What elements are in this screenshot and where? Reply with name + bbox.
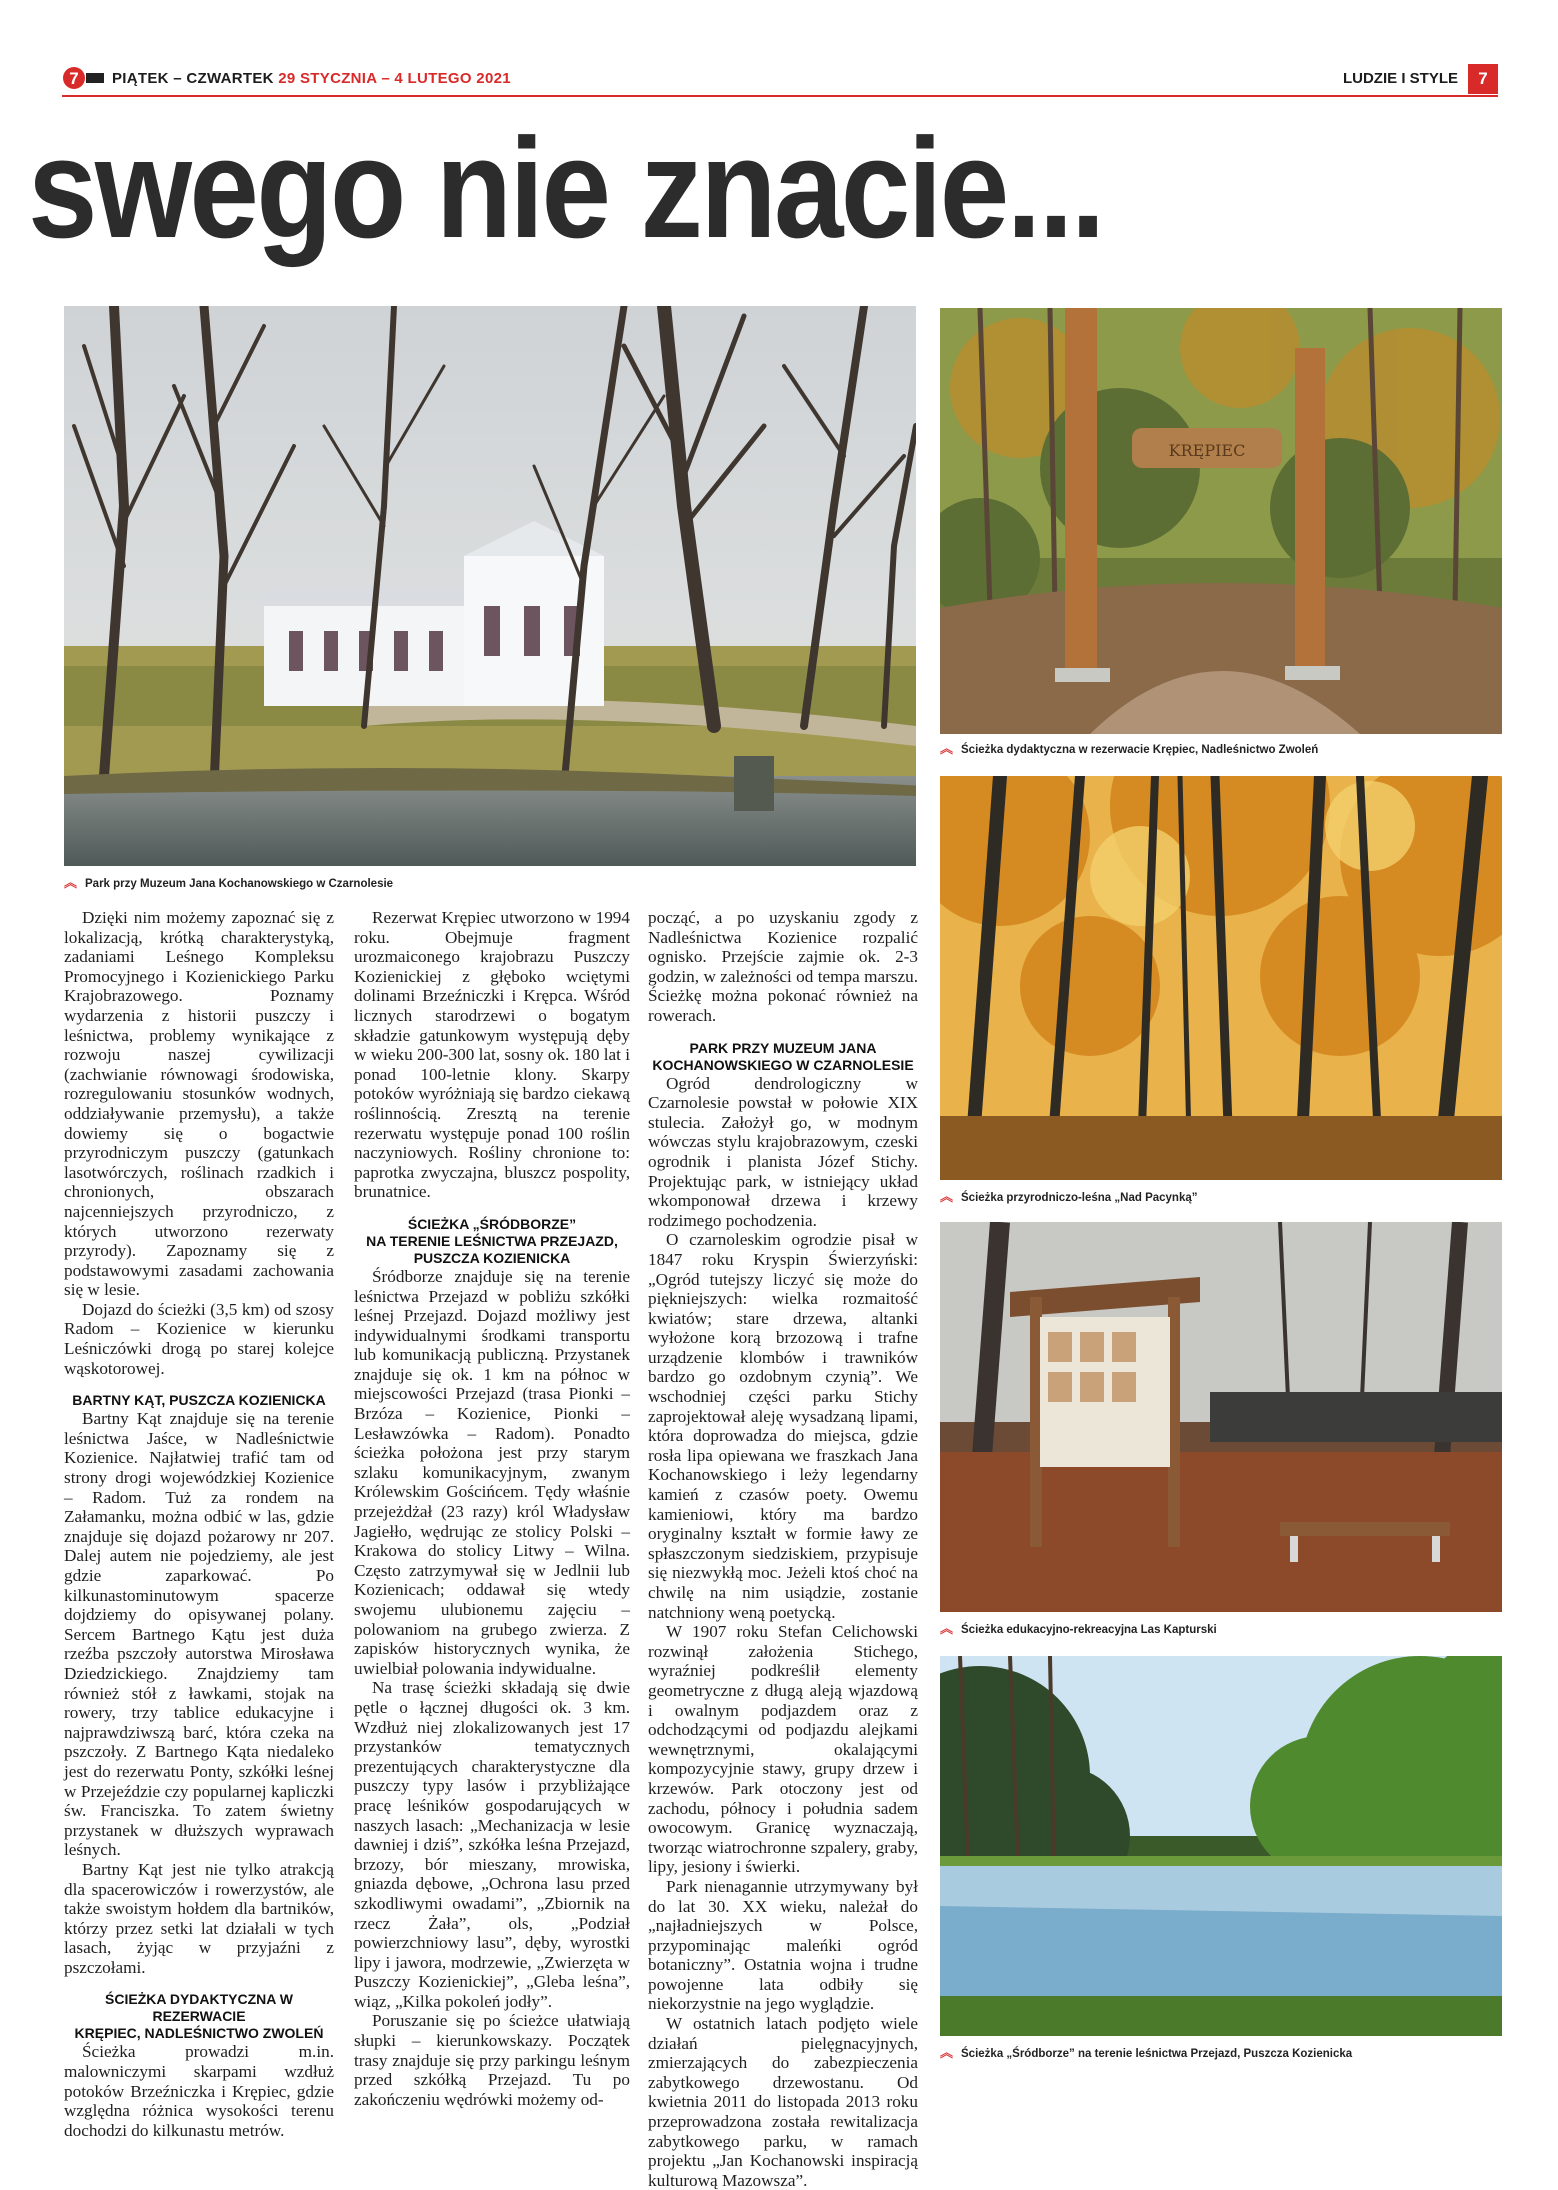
paragraph: Poruszanie się po ścieżce ułatwiają słupki – kierunkowskazy. Początek trasy znajduje się przy parkingu leśnym przed szkółką Przejazd. Tu po zakończeniu wędrówki możemy od- bbox=[354, 2011, 630, 2109]
article-column-3 bbox=[648, 908, 918, 2190]
newspaper-logo bbox=[62, 66, 106, 90]
paragraph: O czarnoleskim ogrodzie pisał w 1847 roku Kryspin Świerzyński: „Ogród tutejszy liczyć się może do piękniejszych: wielka rozmaitość kwiatów; stare drzewa, altanki wyłożone korą brzozową i trafne urządzenie klombów i trawników bardzo go ozdobnym czynią”. We wschodniej części parku Stichy zaprojektował aleję wysadzaną lipami, która doprowadza do miejsca, gdzie rosła lipa opiewana we fraszkach Jana Kochanowskiego i leży legendarny kamień z czasów poety. Owemu kamieniowi, który ma bardzo oryginalny kształt w formie ławy ze spłaszczonym siedziskiem, przypisuje się niezwykłą moc. Jeżeli ktoś choć na chwilę na nim usiądzie, zostanie natchniony weną poetycką. bbox=[648, 1230, 918, 1622]
chevron-up-icon: ︽ bbox=[940, 2045, 954, 2060]
paragraph: Bartny Kąt jest nie tylko atrakcją dla spacerowiczów i rowerzystów, ale także swoistym hołdem dla bartników, którzy przez setki lat działali w tych lasach, żyjąc w przyjaźni z pszczołami. bbox=[64, 1859, 334, 1977]
photo-las-kapturski bbox=[940, 1222, 1502, 1612]
paragraph: Ścieżka prowadzi m.in. malowniczymi skarpami wzdłuż potoków Brzeźniczka i Krępiec, gdzie względna różnica wysokości terenu dochodzi do kilkunastu metrów. bbox=[64, 2042, 334, 2140]
subheading-bartny-kat: BARTNY KĄT, PUSZCZA KOZIENICKA bbox=[72, 1392, 326, 1409]
article-column-1 bbox=[64, 908, 334, 2140]
paragraph: W ostatnich latach podjęto wiele działań pielęgnacyjnych, zmierzających do zabezpieczenia zabytkowego drzewostanu. Od kwietnia 2011 do listopada 2013 roku przeprowadzona została rewitalizacja zabytkowego parku, w ramach projektu „Jan Kochanowski inspiracją kulturową Mazowsza”. bbox=[648, 2014, 918, 2190]
paragraph: Dzięki nim możemy zapoznać się z lokalizacją, krótką charakterystyką, zadaniami Leśnego Kompleksu Promocyjnego i Kozienickiego Parku Krajobrazowego. Poznamy wydarzenia z historii puszczy i leśnictwa, problemy wynikające z rozwoju naszej cywilizacji (zachwianie równowagi środowiska, rozregulowaniu stosunków wodnych, oddziaływanie przemysłu), a także dowiemy się o bogactwie przyrodniczym puszczy (gatunkach lasotwórczych, roślinach rzadkich i chronionych, obszarach najcenniejszych przyrodniczo, z których utworzono rezerwaty przyrody). Zapoznamy się z podstawowymi zasadami zachowania się w lesie. bbox=[64, 908, 334, 1300]
paragraph: Śródborze znajduje się na terenie leśnictwa Przejazd w pobliżu szkółki leśnej Przejazd. Dojazd możliwy jest indywidualnymi środkami transportu lub komunikacją publiczną. Przystanek znajduje się ok. 1 km na północ w miejscowości Przejazd (trasa Pionki – Brzóza – Kozienice, Pionki – Lesławzówka – Radom). Ponadto ścieżka położona jest przy starym szlaku komunikacyjnym, zwanym Królewskim Gościńcem. Tędy właśnie przejeżdżał (23 razy) król Władysław Jagiełło, wędrując ze stolicy Polski – Krakowa do stolicy Litwy – Wilna. Często zatrzymywał się w Jedlnii lub Kozienicach; oddawał się wtedy swojemu ulubionemu zajęciu – polowaniom na grubego zwierza. Z zapisków historycznych wynika, że uwielbiał polowania indywidualne. bbox=[354, 1266, 630, 1678]
svg-text:7: 7 bbox=[69, 69, 79, 88]
bench bbox=[1280, 1522, 1450, 1536]
autumn-forest-image bbox=[940, 776, 1502, 1180]
section-name: LUDZIE I STYLE bbox=[1342, 70, 1458, 87]
photo-krepiec bbox=[940, 308, 1502, 734]
photo-srodborze bbox=[940, 1656, 1502, 2036]
paragraph: W 1907 roku Stefan Celichowski rozwinął założenia Stichego, wyraźniej podkreślił elementy geometryczne z długą aleją wjazdową i owalnym podjazdem oraz z odchodzącymi od podjazdu alejkami wewnętrznymi, okalającymi kompozycyjnie stawy, grupy drzew i krzewów. Park otoczony jest od zachodu, północy i południa sadem owocowym. Granicę wyznaczają, tworząc wiatrochronne szpalery, graby, lipy, jesiony i świerki. bbox=[648, 1622, 918, 1877]
caption-krepiec: ︽ Ścieżka dydaktyczna w rezerwacie Krępiec, Nadleśnictwo Zwoleń bbox=[940, 741, 1319, 756]
caption-main: ︽ Park przy Muzeum Jana Kochanowskiego w Czarnolesie bbox=[64, 875, 394, 890]
paragraph: Bartny Kąt znajduje się na terenie leśnictwa Jaśce, w Nadleśnictwie Kozienice. Najłatwiej trafić tam od strony drogi wojewódzkiej Kozienice – Radom. Tuż za rondem na Załamanku, można odbić w las, gdzie znajduje się dojazd pożarowy nr 207. Dalej autem nie pojedziemy, ale jest gdzie zaparkować. Po kilkunastominutowym spacerze dojdziemy do opisywanej polany. Sercem Bartnego Kątu jest duża rzeźba pszczoły autorstwa Mirosława Dziedzickiego. Znajdziemy tam również stół z ławkami, stojak na rowery, trzy tablice edukacyjne i najprawdziwszą barć, która czeka na pszczoły. Z Bartnego Kąta niedaleko jest do rezerwatu Ponty, szkółki leśnej w Przejeździe czy popularnej kapliczki św. Franciszka. To zatem świetny przystanek w dłuższych wyprawach leśnych. bbox=[64, 1409, 334, 1860]
krepiec-gate-image bbox=[940, 308, 1502, 734]
chevron-up-icon: ︽ bbox=[940, 1189, 954, 1204]
subheading-srodborze: ŚCIEŻKA „ŚRÓDBORZE” NA TERENIE LEŚNICTWA PRZEJAZD, PUSZCZA KOZIENICKA bbox=[366, 1215, 618, 1266]
forest-board-image bbox=[940, 1222, 1502, 1612]
headline: swego nie znacie... bbox=[28, 109, 1103, 268]
caption-las-kapturski: ︽ Ścieżka edukacyjno-rekreacyjna Las Kapturski bbox=[940, 1621, 1217, 1636]
page-number: 7 bbox=[1468, 64, 1498, 94]
article-column-2 bbox=[354, 908, 630, 2109]
chevron-up-icon: ︽ bbox=[64, 875, 78, 890]
caption-nad-pacynka: ︽ Ścieżka przyrodniczo-leśna „Nad Pacynką” bbox=[940, 1189, 1198, 1204]
issue-days: PIĄTEK – CZWARTEK bbox=[112, 70, 274, 87]
caption-srodborze: ︽ Ścieżka „Śródborze” na terenie leśnictwa Przejazd, Puszcza Kozienicka bbox=[940, 2045, 1353, 2060]
paragraph: Ogród dendrologiczny w Czarnolesie powstał w połowie XIX stulecia. Założył go, w modnym wówczas stylu krajobrazowym, czeski ogrodnik i planista Józef Stichy. Projektując park, w istniejący układ wkomponował drzewa i krzewy rodzimego pochodzenia. bbox=[648, 1073, 918, 1230]
forest-pond-image bbox=[940, 1656, 1502, 2036]
photo-czarnolas-park bbox=[64, 306, 916, 866]
issue-date-range: 29 STYCZNIA – 4 LUTEGO 2021 bbox=[278, 70, 511, 87]
page-header bbox=[62, 66, 1498, 94]
subheading-czarnolas-park: PARK PRZY MUZEUM JANA KOCHANOWSKIEGO W CZARNOLESIE bbox=[652, 1039, 914, 1073]
paragraph: Na trasę ścieżki składają się dwie pętle o łącznej długości ok. 3 km. Wzdłuż niej zlokalizowanych jest 17 przystanków tematycznych prezentujących charakterystyczne dla puszczy typy lasów i przybliżające pracę leśników gospodarujących w naszych lasach: „Mechanizacja w lesie dawniej i dziś”, szkółka leśna Przejazd, brzozy, bór mieszany, mrowiska, gniazda dębowe, „Ochrona lasu przed szkodliwymi owadami”, „Zbiornik na rzecz Żała”, ols, „Podział powierzchniowy lasu”, dęby, wyrostki lipy i jawora, modrzewie, „Zwierzęta w Puszczy Kozienickiej”, „Gleba leśna”, wiąz, „Kilka pokoleń jodły”. bbox=[354, 1678, 630, 2011]
park-manor-image bbox=[64, 306, 916, 866]
paragraph: Park nienagannie utrzymywany był do lat 30. XX wieku, należał do „najładniejszych w Polsce, przypominając maleńki ogród botaniczny”. Ostatnia wojna i trudne powojenne lata odbiły się niekorzystnie na jego wyglądzie. bbox=[648, 1876, 918, 2014]
subheading-krepiec: ŚCIEŻKA DYDAKTYCZNA W REZERWACIE KRĘPIEC, NADLEŚNICTWO ZWOLEŃ bbox=[74, 1991, 324, 2042]
photo-nad-pacynka bbox=[940, 776, 1502, 1180]
chevron-up-icon: ︽ bbox=[940, 741, 954, 756]
paragraph: Rezerwat Krępiec utworzono w 1994 roku. Obejmuje fragment urozmaiconego krajobrazu Puszczy Kozienickiej z głęboko wciętymi dolinami Brzeźniczki i Krępca. Wśród licznych starodrzewi o bogatym składzie gatunkowym występują dęby w wieku 200-300 lat, sosny ok. 180 lat i ponad 100-letnie klony. Skarpy potoków wyróżniają się bardzo ciekawą roślinnością. Zresztą na terenie rezerwatu występuje ponad 100 roślin naczyniowych. Rośliny chronione to: paprotka zwyczajna, bluszcz pospolity, brunatnice. bbox=[354, 908, 630, 1202]
issue-dates bbox=[112, 70, 511, 87]
header-rule bbox=[62, 95, 1498, 97]
svg-text:KRĘPIEC: KRĘPIEC bbox=[1168, 441, 1246, 460]
paragraph: począć, a po uzyskaniu zgody z Nadleśnictwa Kozienice rozpalić ognisko. Przejście zajmie ok. 2-3 godzin, w zależności od tempa marszu. Ścieżkę można pokonać również na rowerach. bbox=[648, 908, 918, 1025]
paragraph: Dojazd do ścieżki (3,5 km) od szosy Radom – Kozienice w kierunku Leśniczówki drogą po starej kolejce wąskotorowej. bbox=[64, 1299, 334, 1378]
chevron-up-icon: ︽ bbox=[940, 1621, 954, 1636]
